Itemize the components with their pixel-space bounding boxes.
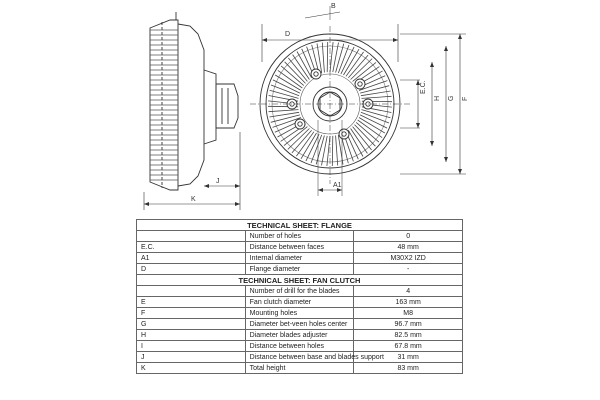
row-value: 4 <box>354 286 463 297</box>
row-value: 31 mm <box>354 352 463 363</box>
table-row <box>137 330 463 341</box>
dim-label-a1: A1 <box>333 182 342 189</box>
table-row <box>137 264 463 275</box>
front-view <box>250 6 466 196</box>
table-row <box>137 341 463 352</box>
dim-label-f: F <box>462 96 469 101</box>
row-value: 48 mm <box>354 242 463 253</box>
flange-sheet-title: TECHNICAL SHEET: FLANGE <box>137 220 463 231</box>
row-code: A1 <box>137 253 246 264</box>
row-label: Distance between faces <box>245 242 354 253</box>
row-code <box>137 231 246 242</box>
dim-label-b: B <box>331 3 336 10</box>
dim-label-j: J <box>216 178 220 185</box>
row-code: E <box>137 297 246 308</box>
row-label: Flange diameter <box>245 264 354 275</box>
row-value: 82.5 mm <box>354 330 463 341</box>
dim-label-h: H <box>434 95 441 101</box>
row-label: Diameter bet-veen holes center <box>245 319 354 330</box>
row-value: M30X2 IZD <box>354 253 463 264</box>
row-code: I <box>137 341 246 352</box>
row-value: M8 <box>354 308 463 319</box>
technical-sheet-table <box>136 219 463 374</box>
row-code: D <box>137 264 246 275</box>
table-row <box>137 297 463 308</box>
table-row <box>137 286 463 297</box>
table-row <box>137 352 463 363</box>
row-value: 83 mm <box>354 363 463 374</box>
row-code: J <box>137 352 246 363</box>
table-row <box>137 319 463 330</box>
row-code: H <box>137 330 246 341</box>
side-view <box>144 12 240 210</box>
row-label: Mounting holes <box>245 308 354 319</box>
table-row <box>137 308 463 319</box>
row-label: Number of drill for the blades <box>245 286 354 297</box>
table-row <box>137 253 463 264</box>
row-label: Distance between base and blades support <box>245 352 354 363</box>
fan-clutch-sheet-title-row <box>137 275 463 286</box>
dim-label-d: D <box>285 31 291 38</box>
row-code: E.C. <box>137 242 246 253</box>
row-label: Total height <box>245 363 354 374</box>
dim-label-g: G <box>448 95 455 101</box>
row-value: 0 <box>354 231 463 242</box>
row-label: Fan clutch diameter <box>245 297 354 308</box>
row-label: Number of holes <box>245 231 354 242</box>
table-row <box>137 363 463 374</box>
flange-sheet-title-row <box>137 220 463 231</box>
row-code: G <box>137 319 246 330</box>
table-row <box>137 242 463 253</box>
dim-label-ec: E.C. <box>420 80 427 94</box>
row-label: Distance between holes <box>245 341 354 352</box>
row-value: - <box>354 264 463 275</box>
row-value: 67.8 mm <box>354 341 463 352</box>
row-code: K <box>137 363 246 374</box>
table-row <box>137 231 463 242</box>
row-label: Internal diameter <box>245 253 354 264</box>
fan-clutch-sheet-title: TECHNICAL SHEET: FAN CLUTCH <box>137 275 463 286</box>
row-label: Diameter blades adjuster <box>245 330 354 341</box>
row-value: 163 mm <box>354 297 463 308</box>
row-code: F <box>137 308 246 319</box>
row-code <box>137 286 246 297</box>
dim-label-k: K <box>191 196 196 203</box>
row-value: 96.7 mm <box>354 319 463 330</box>
